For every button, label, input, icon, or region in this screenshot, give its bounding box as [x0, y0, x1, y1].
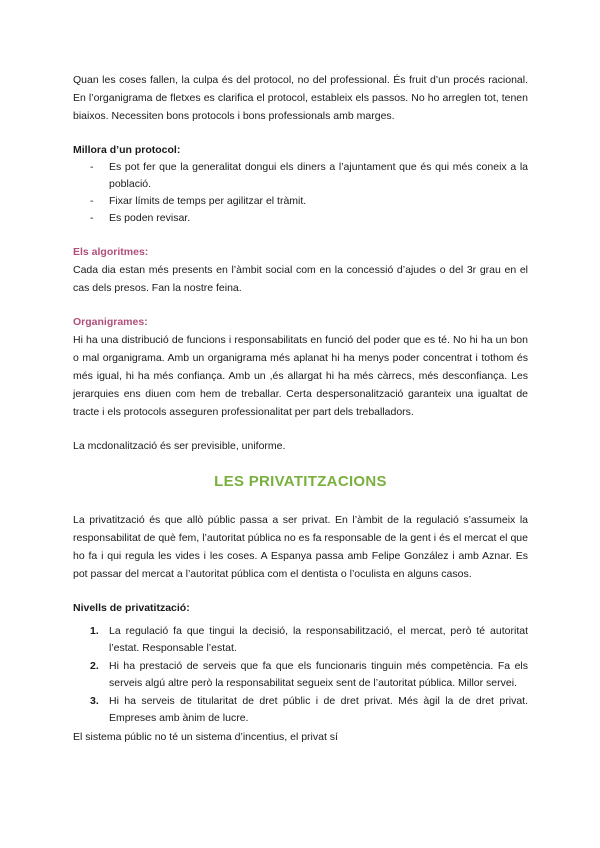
algoritmes-paragraph: Cada dia estan més presents en l’àmbit social com en la concessió d’ajudes o del 3r grau en el cas dels presos. Fan la nostre feina.	[73, 264, 528, 294]
nivells-list	[73, 623, 528, 727]
list-item: 1. La regulació fa que tingui la decisió, la responsabilització, el mercat, però té autoritat l’estat. Responsable l’estat.	[90, 625, 528, 654]
algoritmes-heading: Els algoritmes:	[73, 246, 149, 258]
nivells-heading: Nivells de privatització:	[73, 602, 190, 614]
list-item: - Es pot fer que la generalitat dongui els diners a l’ajuntament que és qui més coneix a la població.	[90, 161, 528, 190]
millora-heading: Millora d’un protocol:	[73, 144, 181, 156]
intro-paragraph: Quan les coses fallen, la culpa és del protocol, no del professional. És fruit d’un procés racional. En l’organigrama de fletxes es clarifica el protocol, estableix els passos. No ho arreglen tot, tenen biaixos. Necessiten bons protocols i bons professionals amb marges.	[73, 74, 528, 122]
section-title: LES PRIVATITZACIONS	[214, 473, 387, 490]
privatitzacio-paragraph: La privatització és que allò públic passa a ser privat. En l’àmbit de la regulació s’assumeix la responsabilitat de què fem, l’autoritat pública no es fa responsable de la gent i és el mercat el que ho fa i qui regula les vides i les coses. A Espanya passa amb Felipe González i amb Aznar. Es pot passar del mercat a l’autoritat pública com el dentista o l’oculista en alguns casos.	[73, 514, 528, 580]
list-item: 2. Hi ha prestació de serveis que fa que els funcionaris tinguin més competència. Fa els serveis algú altre però la responsabilitat segueix sent de l’autoritat pública. Millor servei.	[90, 660, 528, 689]
document-page	[73, 71, 528, 746]
organigrames-heading: Organigrames:	[73, 316, 148, 328]
list-item: 3. Hi ha serveis de titularitat de dret públic i de dret privat. Més àgil la de dret privat. Empreses amb ànim de lucre.	[90, 695, 528, 724]
list-item: - Fixar límits de temps per agilitzar el tràmit.	[90, 195, 307, 207]
millora-list	[73, 159, 528, 227]
organigrames-paragraph: Hi ha una distribució de funcions i responsabilitats en funció del poder que es té. No hi ha un bon o mal organigrama. Amb un organigrama més aplanat hi ha menys poder concentrat i tothom és més igual, hi ha més confiança. Amb un ,és allargat hi ha més càrrecs, més desconfiança. Les jerarquies ens diuen com hem de treballar. Certa despersonalització garanteix una igualtat de tracte i els protocols asseguren professionalitat per part dels treballadors.	[73, 334, 528, 418]
list-item: - Es poden revisar.	[90, 212, 191, 224]
closing-line: El sistema públic no té un sistema d’incentius, el privat sí	[73, 731, 338, 743]
mcdonalitzacio-paragraph: La mcdonalització és ser previsible, uniforme.	[73, 440, 286, 452]
